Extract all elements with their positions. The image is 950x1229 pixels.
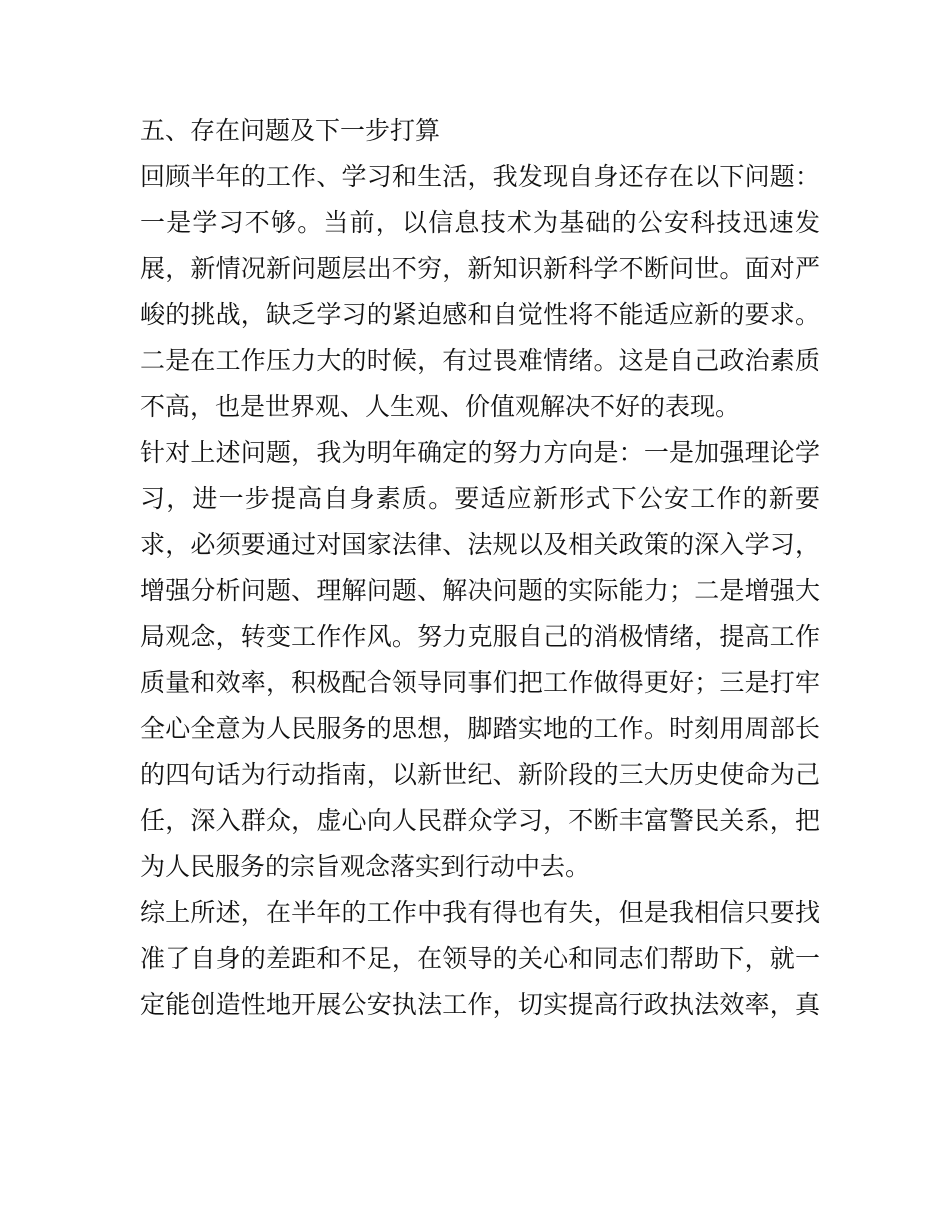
text-line: 回顾半年的工作、学习和生活，我发现自身还存在以下问题：	[140, 162, 820, 191]
document-body	[140, 108, 820, 1028]
text-line: 任，深入群众，虚心向人民群众学习，不断丰富警民关系，把	[140, 806, 820, 835]
text-line: 求，必须要通过对国家法律、法规以及相关政策的深入学习，	[140, 530, 820, 559]
text-line: 二是在工作压力大的时候，有过畏难情绪。这是自己政治素质	[140, 346, 820, 375]
text-line: 一是学习不够。当前，以信息技术为基础的公安科技迅速发	[140, 208, 820, 237]
text-line: 针对上述问题，我为明年确定的努力方向是：一是加强理论学	[140, 438, 820, 467]
text-line: 习，进一步提高自身素质。要适应新形式下公安工作的新要	[140, 484, 820, 513]
section-heading: 五、存在问题及下一步打算	[140, 116, 441, 145]
text-line: 不高，也是世界观、人生观、价值观解决不好的表现。	[140, 392, 741, 421]
text-line: 为人民服务的宗旨观念落实到行动中去。	[140, 852, 591, 881]
text-line: 定能创造性地开展公安执法工作，切实提高行政执法效率，真	[140, 990, 820, 1019]
text-line: 综上所述，在半年的工作中我有得也有失，但是我相信只要找	[140, 898, 820, 927]
text-line: 全心全意为人民服务的思想，脚踏实地的工作。时刻用周部长	[140, 714, 820, 743]
text-line: 局观念，转变工作作风。努力克服自己的消极情绪，提高工作	[140, 622, 820, 651]
text-line: 增强分析问题、理解问题、解决问题的实际能力；二是增强大	[140, 576, 820, 605]
text-line: 峻的挑战，缺乏学习的紧迫感和自觉性将不能适应新的要求。	[140, 300, 820, 329]
text-line: 展，新情况新问题层出不穷，新知识新科学不断问世。面对严	[140, 254, 820, 283]
text-line: 质量和效率，积极配合领导同事们把工作做得更好；三是打牢	[140, 668, 820, 697]
text-line: 准了自身的差距和不足，在领导的关心和同志们帮助下，就一	[140, 944, 820, 973]
text-line: 的四句话为行动指南，以新世纪、新阶段的三大历史使命为己	[140, 760, 820, 789]
